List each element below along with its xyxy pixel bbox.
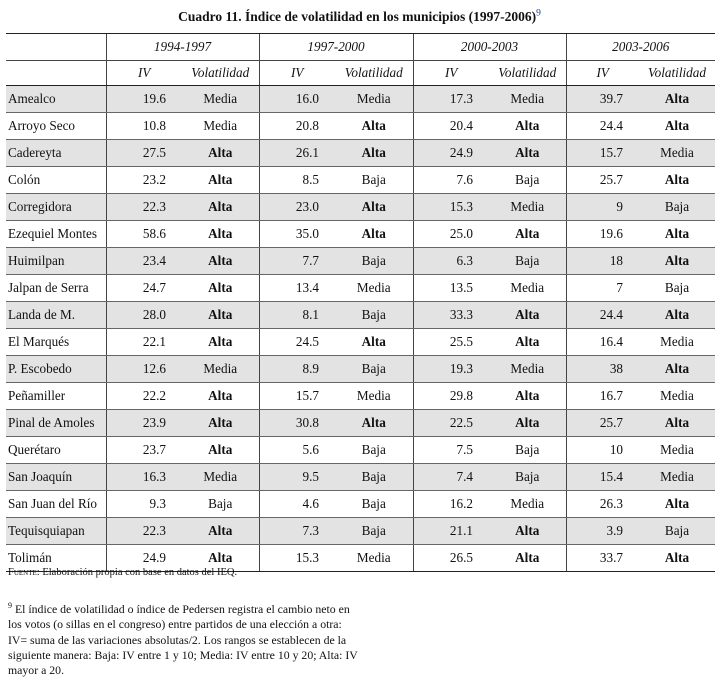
volatility-level: Media [489, 275, 566, 302]
volatility-level: Baja [335, 356, 413, 383]
volatility-level: Alta [182, 410, 259, 437]
table-row [6, 113, 715, 140]
iv-value: 6.3 [413, 248, 489, 275]
volatility-level: Alta [182, 248, 259, 275]
volatility-table [6, 33, 715, 572]
volatility-level: Baja [335, 167, 413, 194]
iv-value: 24.7 [106, 275, 182, 302]
iv-value: 35.0 [259, 221, 335, 248]
iv-value: 25.5 [413, 329, 489, 356]
volatility-level: Baja [489, 248, 566, 275]
iv-value: 5.6 [259, 437, 335, 464]
table-row [6, 329, 715, 356]
iv-value: 30.8 [259, 410, 335, 437]
volatility-level: Alta [182, 383, 259, 410]
volatility-level: Baja [335, 518, 413, 545]
municipality-name: Querétaro [6, 437, 106, 464]
source-note [8, 567, 237, 578]
iv-value: 10 [566, 437, 639, 464]
volatility-level: Alta [489, 410, 566, 437]
iv-value: 9 [566, 194, 639, 221]
volatility-level: Alta [489, 518, 566, 545]
iv-value: 4.6 [259, 491, 335, 518]
table-title-text: Cuadro 11. Índice de volatilidad en los municipios (1997-2006) [178, 9, 537, 24]
municipality-name: Huimilpan [6, 248, 106, 275]
volatility-level: Media [335, 86, 413, 113]
iv-value: 7.3 [259, 518, 335, 545]
corner-cell [6, 61, 106, 86]
iv-value: 15.3 [259, 545, 335, 572]
iv-value: 7.5 [413, 437, 489, 464]
period-header-row [6, 34, 715, 61]
iv-header: IV [413, 61, 489, 86]
iv-value: 33.3 [413, 302, 489, 329]
iv-value: 7.4 [413, 464, 489, 491]
volatilidad-header: Volatilidad [335, 61, 413, 86]
municipality-name: Amealco [6, 86, 106, 113]
iv-value: 10.8 [106, 113, 182, 140]
iv-value: 58.6 [106, 221, 182, 248]
volatility-level: Media [639, 329, 715, 356]
iv-value: 7.7 [259, 248, 335, 275]
volatility-level: Alta [639, 491, 715, 518]
volatility-level: Alta [182, 545, 259, 572]
iv-value: 16.7 [566, 383, 639, 410]
volatility-level: Media [335, 383, 413, 410]
volatility-level: Alta [335, 329, 413, 356]
iv-value: 24.9 [413, 140, 489, 167]
table-row [6, 464, 715, 491]
iv-value: 19.3 [413, 356, 489, 383]
volatilidad-header: Volatilidad [182, 61, 259, 86]
volatilidad-header: Volatilidad [639, 61, 715, 86]
iv-value: 8.1 [259, 302, 335, 329]
column-header-row [6, 61, 715, 86]
iv-value: 9.3 [106, 491, 182, 518]
table-row [6, 518, 715, 545]
volatility-level: Alta [489, 113, 566, 140]
iv-value: 20.8 [259, 113, 335, 140]
volatility-level: Alta [335, 194, 413, 221]
iv-value: 24.4 [566, 113, 639, 140]
volatility-level: Alta [639, 221, 715, 248]
iv-header: IV [259, 61, 335, 86]
iv-value: 19.6 [106, 86, 182, 113]
volatility-level: Media [335, 275, 413, 302]
table-title [0, 9, 719, 25]
municipality-name: Pinal de Amoles [6, 410, 106, 437]
volatility-level: Media [639, 464, 715, 491]
table-row [6, 302, 715, 329]
iv-value: 7 [566, 275, 639, 302]
municipality-name: Tequisquiapan [6, 518, 106, 545]
iv-value: 24.4 [566, 302, 639, 329]
source-text: Elaboración propia con base en datos del IEQ. [42, 567, 238, 578]
volatility-level: Alta [182, 518, 259, 545]
corner-cell [6, 34, 106, 61]
iv-value: 24.5 [259, 329, 335, 356]
volatility-level: Media [182, 86, 259, 113]
volatility-level: Alta [639, 302, 715, 329]
iv-value: 25.0 [413, 221, 489, 248]
volatility-level: Alta [639, 248, 715, 275]
volatility-level: Baja [335, 491, 413, 518]
iv-value: 39.7 [566, 86, 639, 113]
iv-value: 13.4 [259, 275, 335, 302]
table-row [6, 140, 715, 167]
iv-value: 8.5 [259, 167, 335, 194]
volatility-level: Media [182, 464, 259, 491]
volatility-level: Alta [639, 545, 715, 572]
iv-value: 28.0 [106, 302, 182, 329]
volatility-level: Alta [182, 302, 259, 329]
volatility-level: Alta [489, 221, 566, 248]
iv-value: 38 [566, 356, 639, 383]
iv-value: 33.7 [566, 545, 639, 572]
iv-value: 25.7 [566, 410, 639, 437]
iv-value: 9.5 [259, 464, 335, 491]
volatility-level: Alta [639, 356, 715, 383]
footnote [8, 598, 358, 678]
table-row [6, 86, 715, 113]
municipality-name: Cadereyta [6, 140, 106, 167]
table-row [6, 491, 715, 518]
municipality-name: San Juan del Río [6, 491, 106, 518]
period-header: 1994-1997 [106, 34, 259, 61]
iv-value: 26.3 [566, 491, 639, 518]
iv-value: 13.5 [413, 275, 489, 302]
iv-value: 22.5 [413, 410, 489, 437]
volatility-level: Alta [489, 383, 566, 410]
volatility-level: Alta [639, 86, 715, 113]
iv-value: 23.4 [106, 248, 182, 275]
iv-value: 25.7 [566, 167, 639, 194]
volatility-level: Baja [335, 248, 413, 275]
iv-value: 22.3 [106, 194, 182, 221]
municipality-name: Ezequiel Montes [6, 221, 106, 248]
volatility-level: Baja [639, 194, 715, 221]
iv-value: 23.7 [106, 437, 182, 464]
volatilidad-header: Volatilidad [489, 61, 566, 86]
volatility-level: Baja [335, 302, 413, 329]
municipality-name: El Marqués [6, 329, 106, 356]
iv-value: 3.9 [566, 518, 639, 545]
volatility-level: Media [639, 140, 715, 167]
iv-value: 26.5 [413, 545, 489, 572]
table-row [6, 194, 715, 221]
volatility-level: Alta [639, 167, 715, 194]
period-header: 2003-2006 [566, 34, 715, 61]
volatility-level: Media [182, 356, 259, 383]
table-row [6, 410, 715, 437]
volatility-level: Baja [182, 491, 259, 518]
table-row [6, 248, 715, 275]
iv-value: 23.9 [106, 410, 182, 437]
volatility-level: Alta [489, 545, 566, 572]
volatility-level: Media [489, 356, 566, 383]
volatility-level: Alta [182, 221, 259, 248]
table-row [6, 356, 715, 383]
iv-value: 18 [566, 248, 639, 275]
municipality-name: Colón [6, 167, 106, 194]
iv-value: 16.3 [106, 464, 182, 491]
iv-value: 15.7 [259, 383, 335, 410]
municipality-name: Tolimán [6, 545, 106, 572]
volatility-level: Alta [182, 167, 259, 194]
iv-value: 16.2 [413, 491, 489, 518]
volatility-level: Baja [335, 464, 413, 491]
municipality-name: Peñamiller [6, 383, 106, 410]
municipality-name: Arroyo Seco [6, 113, 106, 140]
iv-value: 23.2 [106, 167, 182, 194]
iv-header: IV [106, 61, 182, 86]
table-row [6, 221, 715, 248]
volatility-level: Media [182, 113, 259, 140]
iv-value: 12.6 [106, 356, 182, 383]
iv-value: 19.6 [566, 221, 639, 248]
volatility-level: Baja [489, 437, 566, 464]
volatility-level: Alta [639, 410, 715, 437]
footnote-ref: 9 [536, 8, 541, 19]
iv-value: 24.9 [106, 545, 182, 572]
volatility-level: Alta [335, 113, 413, 140]
footnote-text: El índice de volatilidad o índice de Pedersen registra el cambio neto en los votos (o sillas en el congreso) entre partidos de una elección a otra: IV= suma de las variaciones absolutas/2. Los rangos se establecen de la siguiente manera: Baja: IV entre 1 y 10; Media: IV entre 10 y 20; Alta: IV mayor a 20. [8, 601, 358, 678]
iv-value: 7.6 [413, 167, 489, 194]
table-row [6, 383, 715, 410]
municipality-name: San Joaquín [6, 464, 106, 491]
iv-value: 21.1 [413, 518, 489, 545]
iv-value: 22.3 [106, 518, 182, 545]
volatility-level: Media [639, 437, 715, 464]
table-row [6, 437, 715, 464]
iv-value: 16.4 [566, 329, 639, 356]
footnote-mark: 9 [8, 601, 12, 610]
municipality-name: Jalpan de Serra [6, 275, 106, 302]
iv-value: 23.0 [259, 194, 335, 221]
volatility-level: Media [489, 491, 566, 518]
municipality-name: P. Escobedo [6, 356, 106, 383]
volatility-level: Media [489, 194, 566, 221]
volatility-level: Baja [489, 464, 566, 491]
table-body [6, 86, 715, 572]
iv-value: 22.1 [106, 329, 182, 356]
volatility-level: Baja [639, 518, 715, 545]
iv-value: 22.2 [106, 383, 182, 410]
volatility-level: Alta [335, 221, 413, 248]
iv-value: 26.1 [259, 140, 335, 167]
volatility-level: Alta [335, 410, 413, 437]
volatility-level: Alta [335, 140, 413, 167]
volatility-level: Alta [489, 302, 566, 329]
volatility-level: Alta [182, 275, 259, 302]
volatility-level: Media [335, 545, 413, 572]
period-header: 1997-2000 [259, 34, 413, 61]
volatility-level: Alta [182, 140, 259, 167]
iv-value: 27.5 [106, 140, 182, 167]
iv-value: 8.9 [259, 356, 335, 383]
iv-value: 17.3 [413, 86, 489, 113]
volatility-level: Alta [639, 113, 715, 140]
volatility-level: Alta [182, 437, 259, 464]
volatility-level: Alta [182, 329, 259, 356]
municipality-name: Corregidora [6, 194, 106, 221]
volatility-level: Baja [489, 167, 566, 194]
municipality-name: Landa de M. [6, 302, 106, 329]
volatility-level: Media [639, 383, 715, 410]
volatility-level: Alta [182, 194, 259, 221]
volatility-level: Baja [335, 437, 413, 464]
volatility-level: Media [489, 86, 566, 113]
volatility-level: Alta [489, 140, 566, 167]
volatility-level: Baja [639, 275, 715, 302]
iv-value: 15.7 [566, 140, 639, 167]
source-label: Fuente: [8, 567, 40, 578]
iv-value: 20.4 [413, 113, 489, 140]
iv-value: 15.4 [566, 464, 639, 491]
iv-value: 16.0 [259, 86, 335, 113]
table-row [6, 167, 715, 194]
iv-header: IV [566, 61, 639, 86]
iv-value: 15.3 [413, 194, 489, 221]
period-header: 2000-2003 [413, 34, 566, 61]
volatility-level: Alta [489, 329, 566, 356]
iv-value: 29.8 [413, 383, 489, 410]
table-row [6, 275, 715, 302]
